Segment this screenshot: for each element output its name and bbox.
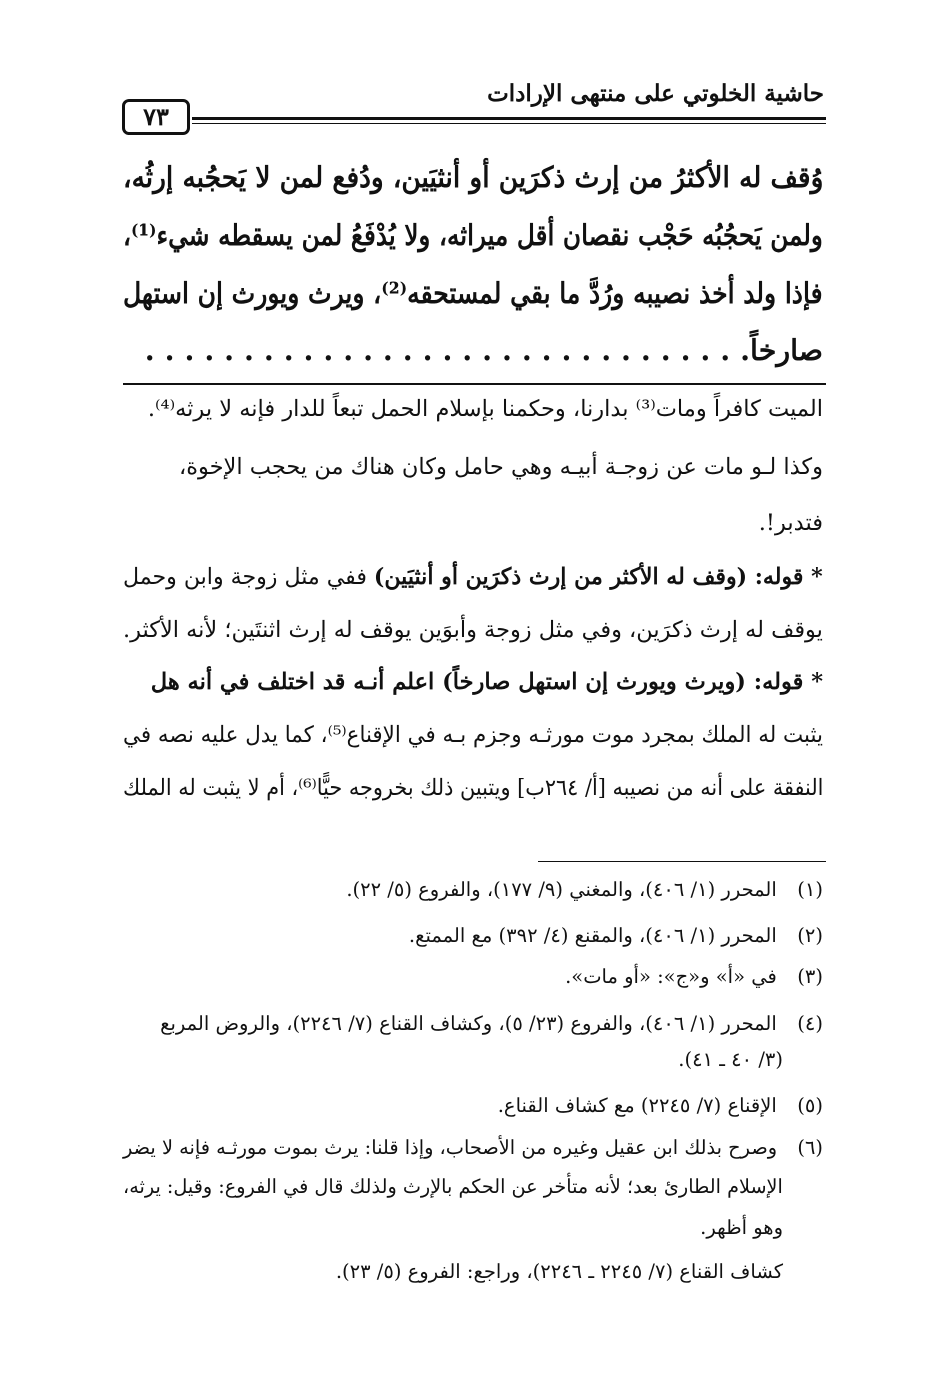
footnote-number: (٤) — [797, 1012, 823, 1035]
footnote-2 — [409, 924, 823, 947]
commentary-line: الميت كافراً ومات⁽³⁾ بدارنا، وحكمنا بإسلام الحمل تبعاً للدار فإنه لا يرثه⁽⁴⁾. — [147, 396, 823, 422]
commentary-text: اعلم أنـه قد اختلف في أنه هل — [150, 669, 443, 695]
commentary-line: يثبت له الملك بمجرد موت مورثـه وجزم بـه في الإقناع⁽⁵⁾، كما يدل عليه نصه في — [123, 722, 823, 748]
footnote-text: الإقناع (٧/ ٢٢٤٥) مع كشاف القناع. — [497, 1094, 777, 1117]
footnote-6 — [123, 1136, 823, 1159]
footnote-number: (٢) — [797, 924, 823, 947]
footnote-4-continued: (٣/ ٤٠ ـ ٤١). — [678, 1048, 783, 1071]
footnote-5 — [498, 1094, 823, 1117]
header-rule-thin — [192, 123, 826, 124]
commentary-line — [151, 669, 823, 695]
footnote-3 — [565, 965, 823, 988]
footnote-separator — [538, 861, 826, 862]
footnote-text: المحرر (١/ ٤٠٦)، والمقنع (٤/ ٣٩٢) مع الممتع. — [408, 924, 777, 947]
footnote-number: (٦) — [797, 1136, 823, 1159]
matn-separator — [123, 383, 826, 385]
quoted-lemma: * قوله: (وقف له الأكثر من إرث ذكرَين أو أنثيَين) — [374, 564, 823, 590]
matn-line: فإذا ولد أخذ نصيبه ورُدَّ ما بقي لمستحقه⁽²⁾، ويرث ويورث إن استهل — [123, 276, 823, 310]
matn-line: وُقف له الأكثرُ من إرث ذكرَين أو أنثيَين، ودُفع لمن لا يَحجُبه إرثُه، — [122, 160, 823, 194]
running-title: حاشية الخلوتي على منتهى الإرادات — [487, 80, 824, 107]
footnote-6-continued: الإسلام الطارئ بعد؛ لأنه متأخر عن الحكم بالإرث ولذلك قال في الفروع: وقيل: يرثه، — [123, 1175, 783, 1198]
matn-line: ولمن يَحجُبُه حَجْب نقصان أقل ميراثه، ولا يُدْفَعُ لمن يسقطه شيء⁽¹⁾، — [123, 218, 823, 252]
footnote-number: (١) — [797, 878, 823, 901]
footnote-text: المحرر (١/ ٤٠٦)، والمغني (٩/ ١٧٧)، والفروع (٥/ ٢٢). — [346, 878, 777, 901]
page-number: ٧٣ — [122, 99, 190, 135]
commentary-line: فتدبر!. — [758, 510, 823, 536]
commentary-line: يوقف له إرث ذكرَين، وفي مثل زوجة وأبوَين يوقف له إرث اثنتَين؛ لأنه الأكثر. — [123, 617, 823, 643]
footnote-text: وصرح بذلك ابن عقيل وغيره من الأصحاب، وإذا قلنا: يرث بموت مورثـه فإنه لا يضر — [123, 1136, 778, 1159]
commentary-line: النفقة على أنه من نصيبه [أ/ ٢٦٤ب] ويتبين ذلك بخروجه حيًّا⁽⁶⁾، أم لا يثبت له الملك — [122, 775, 823, 801]
footnote-1 — [346, 878, 823, 901]
footnote-number: (٥) — [797, 1094, 823, 1117]
footnote-number: (٣) — [797, 965, 823, 988]
footnote-text: المحرر (١/ ٤٠٦)، والفروع (٢٣/ ٥)، وكشاف القناع (٧/ ٢٢٤٦)، والروض المربع — [160, 1012, 777, 1035]
footnote-6-continued: وهو أظهر. — [700, 1216, 783, 1239]
commentary-text: ففي مثل زوجة وابن وحمل — [123, 564, 375, 590]
matn-line: صارخاً. . . . . . . . . . . . . . . . . . . . . . . . . . . . . . . — [144, 333, 823, 367]
commentary-line: وكذا لـو مات عن زوجـة أبيـه وهي حامل وكان هناك من يحجب الإخوة، — [178, 454, 823, 480]
footnote-4 — [160, 1012, 823, 1035]
header-rule — [192, 117, 826, 120]
quoted-lemma: * قوله: (ويرث ويورث إن استهل صارخاً) — [442, 669, 823, 695]
footnote-text: في «أ» و«ج»: «أو مات». — [565, 965, 777, 988]
footnote-6-continued: كشاف القناع (٧/ ٢٢٤٥ ـ ٢٢٤٦)، وراجع: الفروع (٥/ ٢٣). — [335, 1260, 783, 1283]
commentary-line — [123, 564, 823, 590]
